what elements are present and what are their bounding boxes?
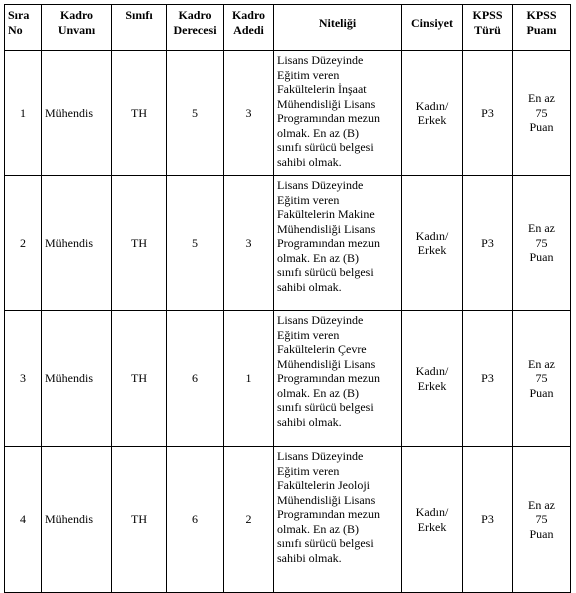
cell-sinifi [112,447,167,593]
cell-niteligi [274,176,402,311]
header-kpss-puani: KPSS Puanı [513,5,571,51]
cell-text: P3 [481,235,494,250]
cell-line: 75 [535,371,548,386]
cell-text: 3 [20,371,26,386]
cell-line: Erkek [417,519,447,534]
header-niteligi: Niteliği [274,5,402,51]
cell-line: 75 [535,105,548,120]
cell-line: Kadın/ [415,98,449,113]
cell-niteligi [274,51,402,176]
cell-kadro-adedi [224,176,274,311]
cell-line: Lisans Düzeyinde [277,313,364,327]
positions-table [4,4,571,593]
table-row [5,176,571,311]
cell-kpss-turu [463,51,513,176]
cell-text: TH [131,105,147,120]
cell-line: Programından mezun [277,371,380,385]
cell-sira-no [5,176,42,311]
header-kpss-turu: KPSS Türü [463,5,513,51]
cell-niteligi [274,447,402,593]
cell-line: En az [528,91,555,106]
cell-line: Fakültelerin Çevre [277,342,367,356]
cell-line: olmak. En az (B) [277,125,359,140]
cell-kadro-adedi [224,51,274,176]
cell-line: sahibi olmak. [277,279,342,294]
cell-line: Puan [529,250,554,265]
cell-line: En az [528,497,555,512]
cell-line: olmak. En az (B) [277,385,359,400]
cell-line: Erkek [417,378,447,393]
cell-line: sınıfı sürücü belgesi [277,536,374,550]
cell-line: Mühendisliği Lisans [277,492,376,507]
cell-line: Puan [529,385,554,400]
cell-sira-no [5,311,42,447]
cell-text: 3 [245,235,252,250]
table-row [5,311,571,447]
cell-kpss-puani [513,311,571,447]
header-kadro-unvani: Kadro Unvanı [42,5,112,51]
cell-line: 75 [535,235,548,250]
cell-sinifi [112,51,167,176]
cell-kpss-turu [463,176,513,311]
cell-line: sahibi olmak. [277,414,342,429]
cell-line: Puan [529,526,554,541]
cell-line: Puan [529,120,554,135]
cell-line: Fakültelerin İnşaat [277,82,367,96]
cell-line: Eğitim veren [277,463,340,478]
cell-text: Mühendis [45,235,93,250]
cell-sinifi [112,176,167,311]
cell-text: 5 [192,105,198,120]
cell-line: En az [528,221,555,236]
cell-text: Mühendis [45,105,93,120]
cell-text: 2 [20,235,26,250]
cell-text: TH [131,235,147,250]
header-row [5,5,571,51]
cell-line: Kadın/ [415,505,449,519]
cell-sinifi [112,311,167,447]
cell-kpss-puani [513,447,571,593]
cell-line: Fakültelerin Jeoloji [277,478,370,492]
cell-sira-no [5,447,42,593]
header-cinsiyet: Cinsiyet [402,5,463,51]
cell-text: Mühendis [45,371,93,386]
cell-kadro-derecesi [167,447,224,593]
cell-kadro-derecesi [167,176,224,311]
cell-line: Programından mezun [277,111,380,125]
cell-text: 2 [245,512,252,527]
header-kadro-adedi: Kadro Adedi [224,5,274,51]
cell-text: P3 [481,371,494,386]
cell-niteligi [274,311,402,447]
cell-line: Eğitim veren [277,327,340,342]
table-row [5,51,571,176]
cell-line: olmak. En az (B) [277,250,359,265]
cell-text: 1 [20,105,26,120]
cell-text: 5 [192,235,198,250]
cell-text: 3 [245,105,252,120]
cell-kpss-turu [463,447,513,593]
cell-line: Kadın/ [415,228,449,243]
cell-kadro-derecesi [167,311,224,447]
cell-cinsiyet [402,176,463,311]
cell-line: Mühendisliği Lisans [277,96,376,111]
cell-line: Programından mezun [277,507,380,521]
cell-text: 6 [192,512,198,527]
cell-kadro-unvani [42,51,112,176]
cell-kpss-turu [463,311,513,447]
cell-text: P3 [481,512,494,527]
header-sinifi: Sınıfı [112,5,167,51]
cell-line: sahibi olmak. [277,154,342,169]
header-sira-no: Sıra No [5,5,42,51]
cell-line: Eğitim veren [277,192,340,207]
cell-line: sınıfı sürücü belgesi [277,140,374,154]
cell-kadro-unvani [42,311,112,447]
cell-line: sınıfı sürücü belgesi [277,400,374,414]
cell-text: 4 [20,512,26,527]
cell-line: Kadın/ [415,364,449,378]
cell-line: 75 [535,512,548,527]
cell-kadro-unvani [42,176,112,311]
cell-kpss-puani [513,51,571,176]
cell-text: 1 [245,371,252,386]
cell-kadro-unvani [42,447,112,593]
cell-text: 6 [192,371,198,386]
cell-line: Eğitim veren [277,67,340,82]
cell-text: TH [131,512,147,527]
cell-line: En az [528,356,555,371]
header-kadro-derecesi: Kadro Derecesi [167,5,224,51]
cell-kadro-derecesi [167,51,224,176]
cell-line: sahibi olmak. [277,550,342,565]
cell-line: Erkek [417,113,447,127]
cell-kadro-adedi [224,311,274,447]
cell-sira-no [5,51,42,176]
cell-line: Mühendisliği Lisans [277,221,376,236]
cell-line: Lisans Düzeyinde [277,53,364,67]
cell-line: olmak. En az (B) [277,521,359,536]
table-row [5,447,571,593]
cell-cinsiyet [402,447,463,593]
cell-line: Lisans Düzeyinde [277,449,364,463]
cell-text: P3 [481,105,494,120]
cell-cinsiyet [402,51,463,176]
cell-kadro-adedi [224,447,274,593]
cell-line: Programından mezun [277,236,380,250]
cell-line: Mühendisliği Lisans [277,356,376,371]
cell-line: Lisans Düzeyinde [277,178,364,192]
cell-line: Fakültelerin Makine [277,207,375,221]
cell-text: Mühendis [45,512,93,527]
cell-text: TH [131,371,147,386]
cell-cinsiyet [402,311,463,447]
cell-line: sınıfı sürücü belgesi [277,265,374,279]
cell-line: Erkek [417,243,447,257]
cell-kpss-puani [513,176,571,311]
